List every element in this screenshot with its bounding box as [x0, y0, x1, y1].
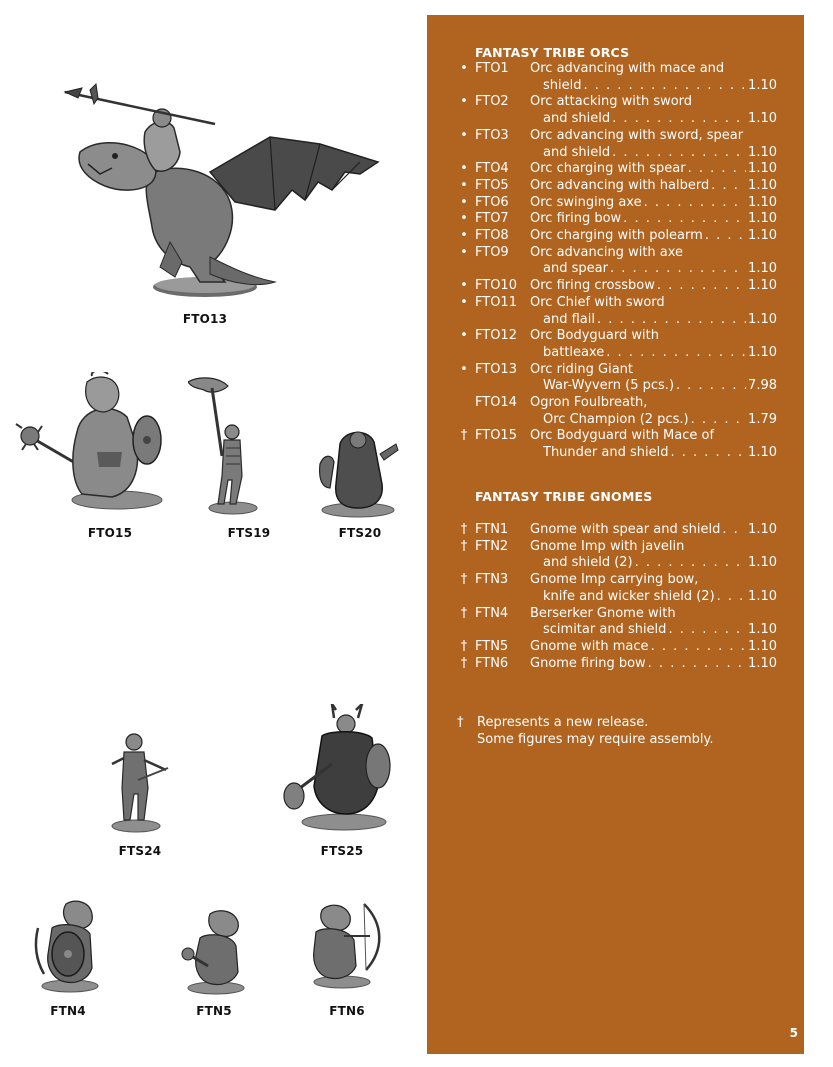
- item-mark: †: [460, 638, 468, 654]
- item-mark: •: [460, 328, 468, 344]
- item-description: Orc Bodyguard with Mace of: [530, 428, 715, 444]
- leader-dots: [635, 554, 746, 571]
- catalog-item-continuation: [427, 377, 804, 394]
- item-description: Orc advancing with halberd: [530, 177, 710, 193]
- item-code: FTO7: [475, 211, 509, 227]
- leader-dots: [722, 521, 746, 538]
- item-price: 1.10: [748, 228, 777, 243]
- item-mark: •: [460, 177, 468, 193]
- item-code: FTO9: [475, 244, 509, 260]
- catalog-item-continuation: [427, 588, 804, 605]
- figure-photo-fto13: [60, 82, 385, 302]
- item-mark: •: [460, 194, 468, 210]
- catalog-item: [427, 210, 804, 227]
- leader-dots: [648, 655, 746, 672]
- item-price: 1.10: [748, 144, 777, 160]
- footnote-line-1: Represents a new release.: [477, 715, 649, 730]
- item-description: Gnome with mace: [530, 638, 649, 654]
- catalog-item: [427, 394, 804, 411]
- dagger-mark: †: [457, 715, 464, 730]
- figure-caption: FTS19: [227, 526, 271, 540]
- item-description: and flail: [543, 311, 595, 327]
- figure-photo-fts20: [316, 424, 401, 519]
- catalog-item: [427, 244, 804, 261]
- catalog-item: [427, 194, 804, 211]
- item-mark: •: [460, 94, 468, 110]
- item-description: Gnome Imp with javelin: [530, 538, 685, 554]
- leader-dots: [606, 344, 746, 361]
- figure-photo-ftn5: [180, 908, 248, 998]
- leader-dots: [584, 77, 747, 94]
- figure-caption: FTN4: [50, 1004, 86, 1018]
- item-description: Orc Chief with sword: [530, 294, 665, 310]
- item-description: and shield: [543, 111, 611, 127]
- catalog-item: [427, 177, 804, 194]
- catalog-item: [427, 571, 804, 588]
- item-description: scimitar and shield: [543, 622, 667, 638]
- item-mark: †: [460, 572, 468, 588]
- item-price: 1.10: [748, 194, 777, 210]
- figure-caption: FTO15: [87, 526, 133, 540]
- page-number: 5: [789, 1026, 798, 1040]
- item-code: FTO15: [475, 428, 517, 444]
- leader-dots: [711, 177, 746, 194]
- item-price: 1.10: [748, 211, 777, 227]
- item-description: Thunder and shield: [543, 445, 669, 461]
- figure-caption: FTS25: [320, 844, 364, 858]
- item-description: Orc advancing with axe: [530, 244, 684, 260]
- item-description: battleaxe: [543, 344, 605, 360]
- item-code: FTN1: [475, 522, 509, 537]
- item-price: 1.10: [748, 622, 777, 638]
- item-price: 1.10: [748, 111, 777, 127]
- item-price: 1.10: [748, 261, 777, 277]
- item-description: Orc charging with polearm: [530, 228, 703, 243]
- item-code: FTO12: [475, 328, 517, 344]
- footnote-line-2: Some figures may require assembly.: [477, 732, 714, 747]
- catalog-item-continuation: [427, 311, 804, 328]
- item-mark: †: [460, 605, 468, 621]
- item-price: 1.10: [748, 161, 777, 177]
- section-title-gnomes: FANTASY TRIBE GNOMES: [475, 489, 653, 504]
- item-code: FTN5: [475, 638, 509, 654]
- item-description: Orc advancing with sword, spear: [530, 127, 744, 143]
- item-description: Orc Champion (2 pcs.): [543, 411, 689, 427]
- catalog-item: [427, 277, 804, 294]
- item-price: 1.10: [748, 344, 777, 360]
- figure-photo-fts24: [108, 730, 170, 835]
- catalog-item: [427, 294, 804, 311]
- catalog-item-continuation: [427, 260, 804, 277]
- figure-caption: FTS24: [118, 844, 162, 858]
- item-price: 1.10: [748, 77, 777, 93]
- catalog-item: [427, 60, 804, 77]
- leader-dots: [691, 411, 746, 428]
- item-mark: •: [460, 161, 468, 177]
- item-code: FTN4: [475, 605, 509, 621]
- item-description: Gnome Imp carrying bow,: [530, 572, 699, 588]
- leader-dots: [612, 144, 746, 161]
- figure-caption: FTS20: [338, 526, 382, 540]
- catalog-item: [427, 93, 804, 110]
- figure-caption: FTN5: [196, 1004, 232, 1018]
- leader-dots: [644, 194, 746, 211]
- catalog-item: [427, 160, 804, 177]
- item-description: Gnome firing bow: [530, 655, 646, 671]
- item-price: 1.10: [748, 555, 777, 571]
- catalog-item: [427, 427, 804, 444]
- catalog-item-continuation: [427, 144, 804, 161]
- figure-photo-ftn4: [30, 898, 105, 996]
- catalog-item-continuation: [427, 621, 804, 638]
- catalog-item-continuation: [427, 77, 804, 94]
- catalog-item: [427, 538, 804, 555]
- catalog-panel: [427, 15, 804, 1054]
- item-mark: †: [460, 538, 468, 554]
- item-description: War-Wyvern (5 pcs.): [543, 378, 675, 394]
- item-mark: •: [460, 294, 468, 310]
- catalog-item-continuation: [427, 344, 804, 361]
- catalog-item: [427, 327, 804, 344]
- item-description: Orc riding Giant: [530, 361, 634, 377]
- item-description: Orc firing bow: [530, 211, 622, 227]
- leader-dots: [657, 277, 746, 294]
- item-description: Berserker Gnome with: [530, 605, 676, 621]
- item-price: 7.98: [748, 378, 777, 394]
- item-price: 1.10: [748, 445, 777, 461]
- catalog-item: [427, 361, 804, 378]
- leader-dots: [670, 444, 746, 461]
- leader-dots: [668, 621, 746, 638]
- item-mark: †: [460, 428, 468, 444]
- item-description: and shield: [543, 144, 611, 160]
- catalog-item: [427, 521, 804, 538]
- item-description: Gnome with spear and shield: [530, 522, 721, 537]
- leader-dots: [623, 210, 746, 227]
- item-code: FTO4: [475, 161, 509, 177]
- item-code: FTO6: [475, 194, 509, 210]
- catalog-item: [427, 605, 804, 622]
- item-description: shield: [543, 77, 582, 93]
- item-mark: •: [460, 228, 468, 243]
- catalog-item: [427, 227, 804, 244]
- item-mark: •: [460, 211, 468, 227]
- item-mark: •: [460, 127, 468, 143]
- leader-dots: [676, 377, 746, 394]
- figure-photo-fts25: [282, 704, 397, 832]
- catalog-item-continuation: [427, 444, 804, 461]
- figure-caption: FTN6: [329, 1004, 365, 1018]
- leader-dots: [612, 110, 746, 127]
- item-description: Orc charging with spear: [530, 161, 686, 177]
- item-price: 1.79: [748, 411, 777, 427]
- item-code: FTO5: [475, 177, 509, 193]
- figure-caption: FTO13: [182, 312, 228, 326]
- catalog-item-continuation: [427, 110, 804, 127]
- item-code: FTO13: [475, 361, 517, 377]
- item-mark: •: [460, 278, 468, 294]
- item-price: 1.10: [748, 638, 777, 654]
- item-mark: †: [460, 655, 468, 671]
- leader-dots: [651, 638, 746, 655]
- item-mark: •: [460, 361, 468, 377]
- leader-dots: [705, 227, 746, 244]
- item-description: knife and wicker shield (2): [543, 588, 715, 604]
- leader-dots: [717, 588, 746, 605]
- item-price: 1.10: [748, 278, 777, 294]
- figure-photo-fts19: [188, 376, 258, 521]
- item-code: FTO14: [475, 395, 517, 410]
- item-mark: •: [460, 61, 468, 76]
- item-description: Orc swinging axe: [530, 194, 642, 210]
- item-code: FTO3: [475, 127, 509, 143]
- item-code: FTN3: [475, 572, 509, 588]
- catalog-item-continuation: [427, 554, 804, 571]
- section-title-orcs: FANTASY TRIBE ORCS: [475, 45, 630, 60]
- item-description: Orc firing crossbow: [530, 278, 655, 294]
- item-description: Orc Bodyguard with: [530, 328, 659, 344]
- item-code: FTO10: [475, 278, 517, 294]
- item-code: FTO11: [475, 294, 517, 310]
- item-price: 1.10: [748, 311, 777, 327]
- item-description: and spear: [543, 261, 608, 277]
- item-price: 1.10: [748, 177, 777, 193]
- figure-photo-fto15: [12, 372, 167, 512]
- figure-photo-ftn6: [304, 900, 384, 992]
- item-code: FTO1: [475, 61, 509, 76]
- footnote: [457, 714, 713, 748]
- item-code: FTN2: [475, 538, 509, 554]
- item-description: Orc advancing with mace and: [530, 61, 725, 76]
- item-price: 1.10: [748, 522, 777, 537]
- item-mark: †: [460, 522, 468, 537]
- item-price: 1.10: [748, 655, 777, 671]
- leader-dots: [597, 311, 746, 328]
- item-mark: •: [460, 244, 468, 260]
- item-price: 1.10: [748, 588, 777, 604]
- leader-dots: [688, 160, 746, 177]
- item-description: and shield (2): [543, 555, 633, 571]
- item-code: FTN6: [475, 655, 509, 671]
- item-description: Orc attacking with sword: [530, 94, 693, 110]
- catalog-item: [427, 127, 804, 144]
- catalog-item-continuation: [427, 411, 804, 428]
- item-code: FTO2: [475, 94, 509, 110]
- item-description: Ogron Foulbreath,: [530, 395, 648, 410]
- catalog-item: [427, 638, 804, 655]
- catalog-item: [427, 655, 804, 672]
- item-code: FTO8: [475, 228, 509, 243]
- leader-dots: [610, 260, 746, 277]
